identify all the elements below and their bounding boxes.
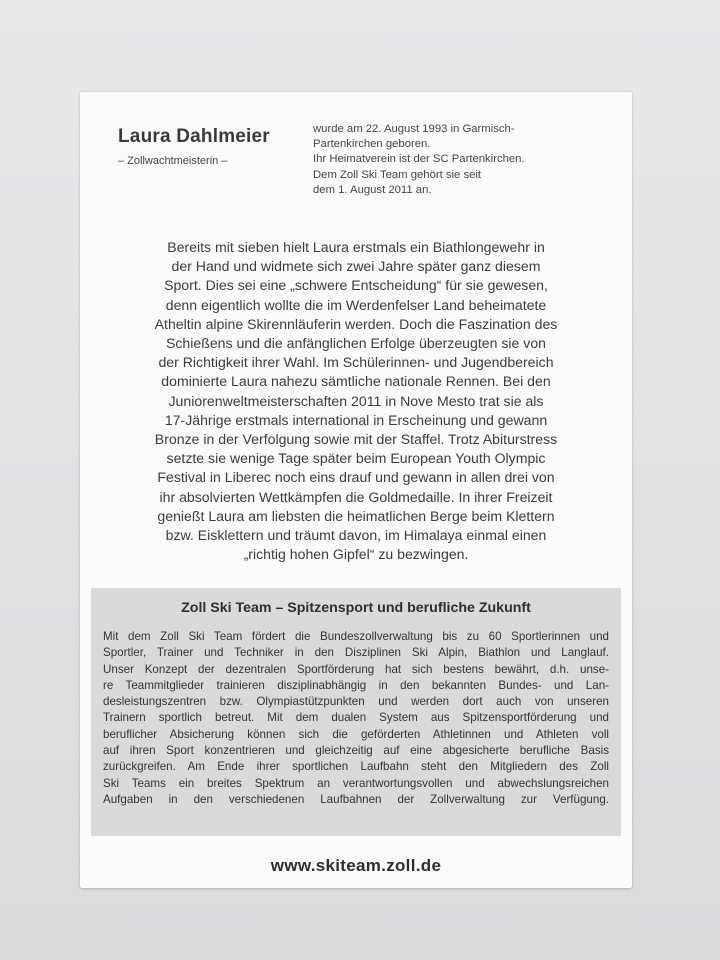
bio-line: Bereits mit sieben hielt Laura erstmals ein Biathlongewehr in (167, 239, 545, 255)
bio-line: Atheltin alpine Skirennläuferin werden. Doch die Faszination des (154, 315, 558, 332)
short-bio-line: Partenkirchen geboren. (313, 138, 431, 151)
bio-line: „richtig hohen Gipfel“ zu bezwingen. (243, 546, 469, 563)
website-url: www.skiteam.zoll.de (270, 856, 442, 875)
bio-line: der Richtigkeit ihrer Wahl. Im Schülerinnen- und Jugendbereich (158, 354, 554, 371)
bio-line: der Hand und widmete sich zwei Jahre später ganz diesem (171, 258, 541, 275)
bio-line: bzw. Eisklettern und träumt davon, im Himalaya einmal einen (165, 527, 547, 544)
bio-line: 17-Jährige erstmals international in Erscheinung und gewann (164, 411, 548, 428)
info-box-title: Zoll Ski Team – Spitzensport und berufliche Zukunft (181, 600, 531, 616)
info-line: Mit dem Zoll Ski Team fördert die Bundeszollverwaltung bis zu 60 Sportlerinnen und (103, 630, 609, 643)
info-line: Aufgaben in den verschiedenen Laufbahnen der Zollverwaltung zur Verfügung. (103, 792, 609, 806)
short-biography (313, 122, 563, 198)
short-bio-line: wurde am 22. August 1993 in Garmisch- (313, 123, 515, 135)
short-bio-line: Ihr Heimatverein ist der SC Partenkirchen. (313, 153, 525, 166)
long-biography (96, 238, 616, 564)
bio-line: Schießens und die anfänglichen Erfolge überzeugten sie von (165, 335, 546, 352)
info-line: auf ihren Sport konzentrieren und gleichzeitig auf eine abgesicherte berufliche Basis (103, 744, 609, 758)
bio-line: setzte sie wenige Tage später beim European Youth Olympic (166, 450, 546, 467)
info-box (91, 588, 621, 836)
bio-line: Juniorenweltmeisterschaften 2011 in Nove Mesto trat sie als (168, 392, 544, 409)
autograph-card (80, 92, 632, 888)
info-line: Ski Teams ein breites Spektrum an verantwortungsvollen und abwechslungsreichen (103, 776, 609, 790)
info-line: Sportler, Trainer und Techniker in den Disziplinen Ski Alpin, Biathlon und Langlauf. (103, 646, 609, 660)
info-line: desleistungszentren bzw. Olympiastützpunkten und werden dort auch von unseren (103, 695, 609, 709)
short-bio-line: dem 1. August 2011 an. (313, 183, 432, 196)
info-line: Unser Konzept der dezentralen Sportförderung hat sich bestens bewährt, d.h. unse- (103, 662, 609, 676)
info-line: re Teammitglieder trainieren disziplinabhängig in den bekannten Bundes- und Lan- (103, 678, 609, 692)
short-bio-line: Dem Zoll Ski Team gehört sie seit (313, 168, 482, 181)
info-box-text (103, 629, 609, 808)
bio-line: Festival in Liberec noch eins drauf und gewann in allen drei von (157, 469, 555, 486)
info-line: beruflicher Absicherung können sich die geförderten Athletinnen und Athleten voll (103, 727, 609, 741)
bio-line: denn eigentlich wollte die im Werdenfelser Land beheimatete (165, 296, 547, 313)
bio-line: genießt Laura am liebsten die heimatlichen Berge beim Klettern (157, 507, 555, 524)
athlete-role: – Zollwachtmeisterin – (118, 155, 228, 167)
bio-line: dominierte Laura nahezu sämtliche nationale Rennen. Bei den (161, 373, 551, 390)
bio-line: Sport. Dies sei eine „schwere Entscheidung“ für sie gewesen, (164, 277, 548, 294)
athlete-name: Laura Dahlmeier (118, 126, 270, 147)
bio-line: ihr absolvierten Wettkämpfen die Goldmedaille. In ihrer Freizeit (159, 488, 553, 505)
bio-line: Bronze in der Verfolgung sowie mit der Staffel. Trotz Abiturstress (154, 431, 558, 448)
info-line: zurückgreifen. Am Ende ihrer sportlichen Laufbahn steht den Mitgliedern des Zoll (103, 760, 609, 774)
info-line: Trainern sportlich betreut. Mit dem dualen System aus Spitzensportförderung und (103, 711, 609, 725)
